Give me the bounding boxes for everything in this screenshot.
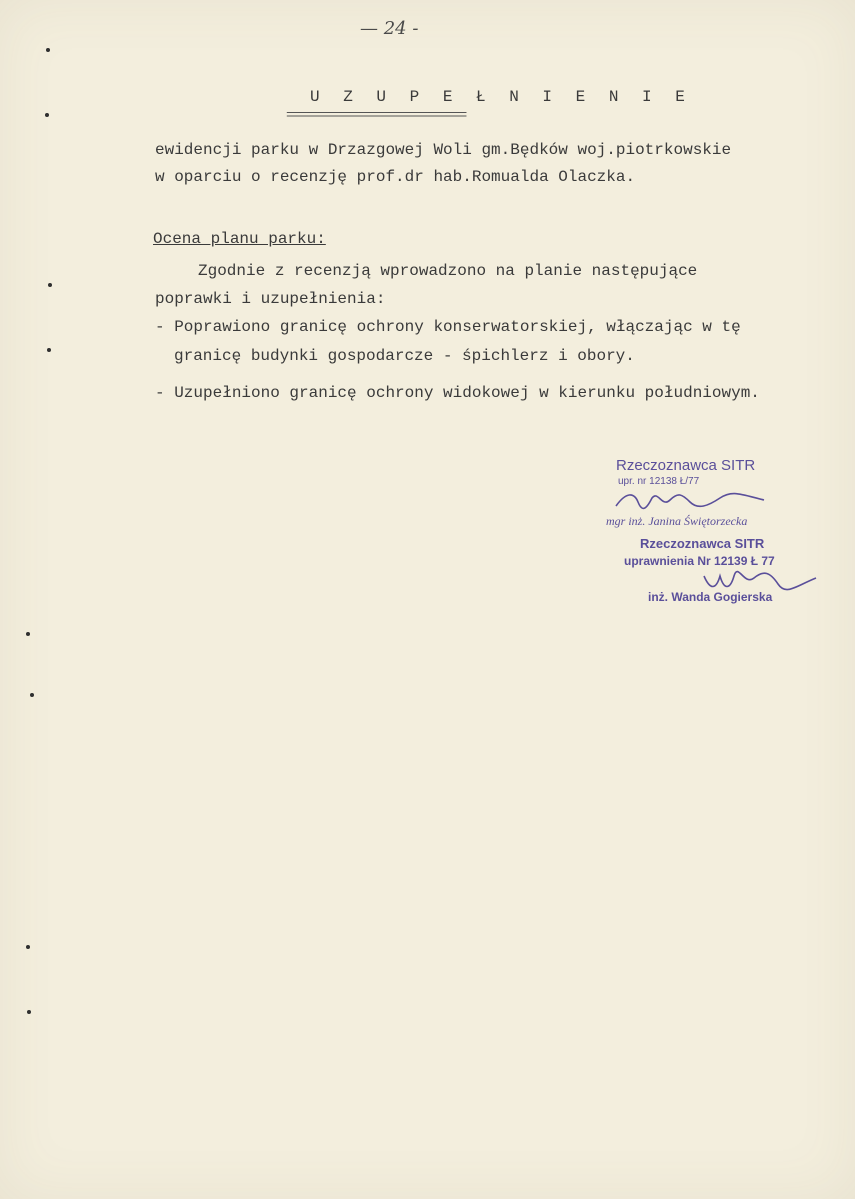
bullet-1-line-1: - Poprawiono granicę ochrony konserwatorskiej, włączając w tę bbox=[155, 318, 741, 336]
page-number: — 24 - bbox=[360, 18, 419, 39]
stamp-1-permit: upr. nr 12138 Ł/77 bbox=[618, 476, 700, 487]
title-underline: ============================ bbox=[286, 108, 466, 124]
bullet-2-line-1: - Uzupełniono granicę ochrony widokowej w kierunku południowym. bbox=[155, 384, 760, 402]
margin-mark bbox=[45, 113, 49, 117]
document-title: U Z U P E Ł N I E N I E bbox=[310, 88, 692, 106]
stamp-2-permit: uprawnienia Nr 12139 Ł 77 bbox=[624, 554, 775, 568]
stamp-1-name: mgr inż. Janina Świętorzecka bbox=[606, 514, 748, 528]
paragraph-line-1: Zgodnie z recenzją wprowadzono na planie następujące bbox=[198, 262, 698, 280]
section-heading: Ocena planu parku: bbox=[153, 230, 326, 248]
margin-mark bbox=[48, 283, 52, 287]
paragraph-line-2: poprawki i uzupełnienia: bbox=[155, 290, 386, 308]
margin-mark bbox=[26, 632, 30, 636]
bullet-1-line-2: granicę budynki gospodarcze - śpichlerz i obory. bbox=[174, 347, 635, 365]
margin-mark bbox=[30, 693, 34, 697]
margin-mark bbox=[47, 348, 51, 352]
intro-line-2: w oparciu o recenzję prof.dr hab.Romualda Olaczka. bbox=[155, 168, 636, 186]
stamp-2-title: Rzeczoznawca SITR bbox=[640, 536, 765, 551]
stamp-2-name: inż. Wanda Gogierska bbox=[648, 590, 773, 604]
margin-mark bbox=[26, 945, 30, 949]
intro-line-1: ewidencji parku w Drzazgowej Woli gm.Będków woj.piotrkowskie bbox=[155, 141, 732, 159]
margin-mark bbox=[46, 48, 50, 52]
stamp-1-title: Rzeczoznawca SITR bbox=[616, 457, 756, 474]
margin-mark bbox=[27, 1010, 31, 1014]
